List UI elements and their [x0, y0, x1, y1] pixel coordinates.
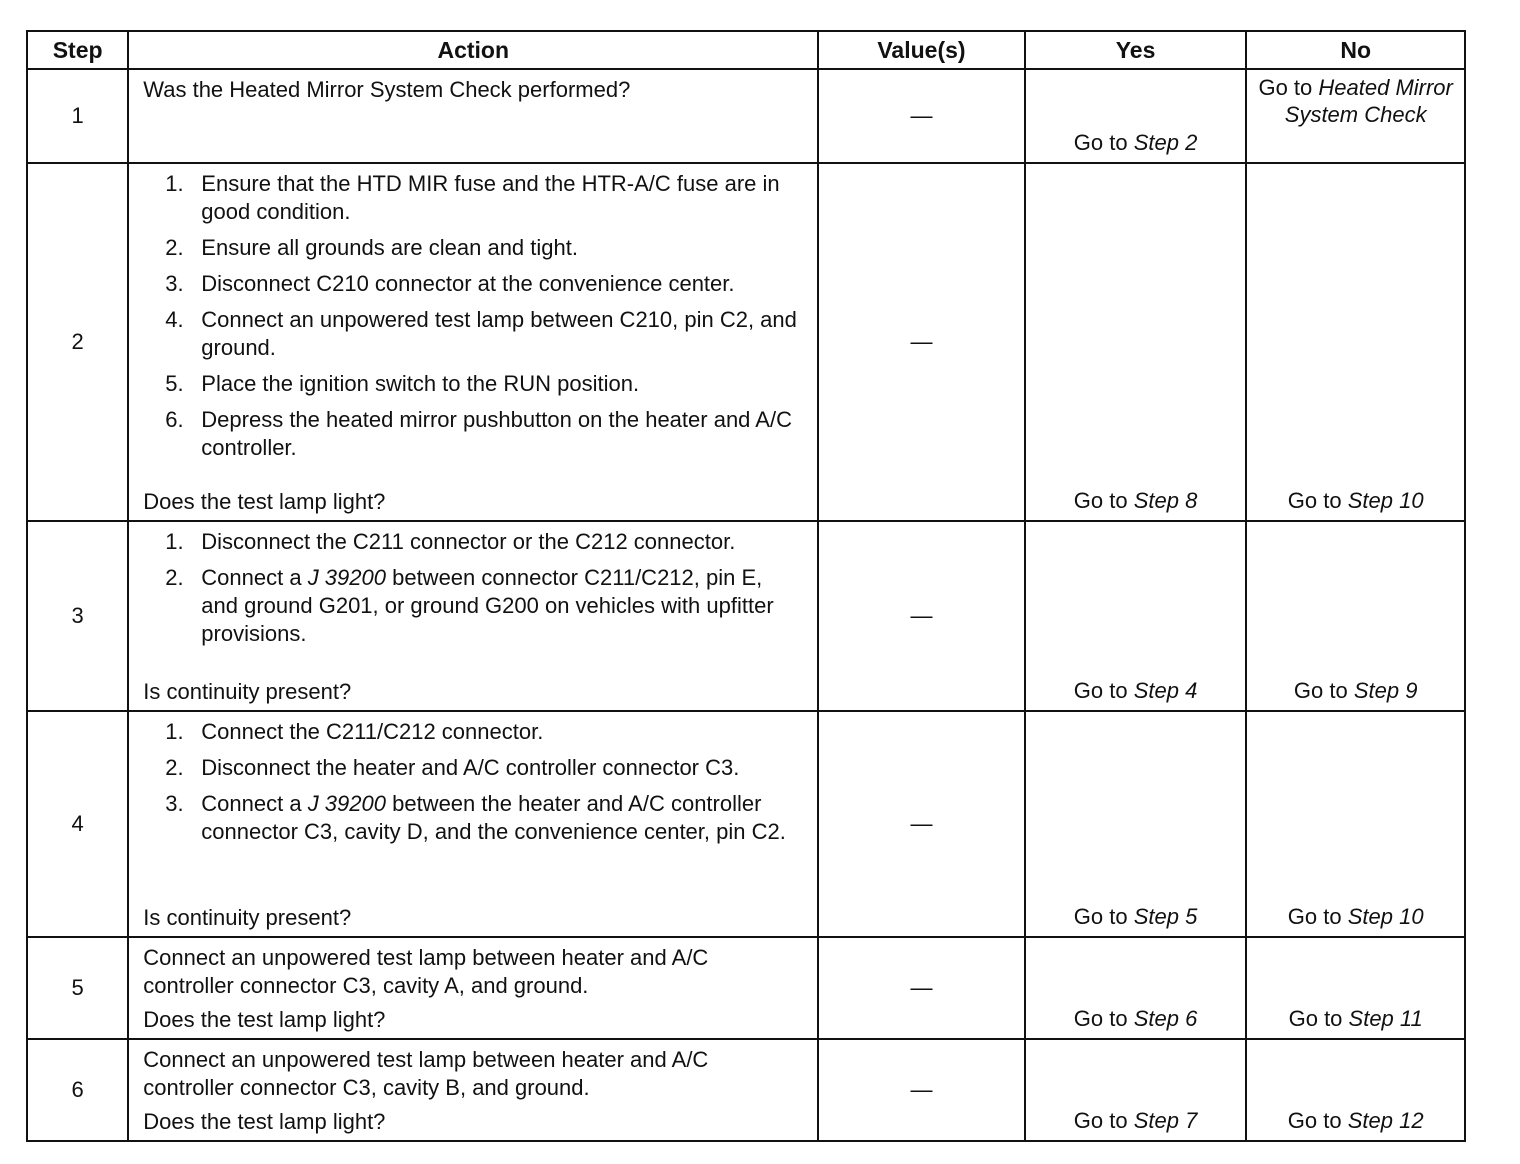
goto-prefix: Go to: [1287, 1108, 1348, 1133]
value-cell: —: [818, 937, 1025, 1039]
goto-prefix: Go to: [1287, 904, 1348, 929]
item-text: Place the ignition switch to the RUN position.: [201, 371, 640, 396]
item-number: 6.: [165, 407, 184, 432]
table-row: [27, 521, 1465, 711]
goto-target: Step 6: [1133, 1006, 1198, 1031]
item-text: Connect a: [201, 565, 308, 590]
table-row: [27, 1039, 1465, 1141]
item-number: 2.: [165, 755, 184, 780]
action-cell: [128, 521, 818, 711]
step-number: 2: [27, 163, 128, 521]
goto-target: Step 2: [1133, 130, 1198, 155]
item-text: Disconnect the heater and A/C controller connector C3.: [201, 755, 740, 780]
goto-prefix: Go to: [1258, 75, 1319, 100]
action-content: [143, 718, 803, 932]
procedure-item: [143, 270, 803, 298]
table-row: [27, 711, 1465, 937]
header-no: No: [1246, 31, 1465, 69]
tool-reference: J 39200: [307, 565, 386, 590]
value-cell: —: [818, 711, 1025, 937]
yes-cell: [1025, 521, 1247, 711]
action-body: [143, 944, 803, 1000]
action-question: Is continuity present?: [143, 905, 352, 930]
item-number: 3.: [165, 271, 184, 296]
goto-prefix: Go to: [1287, 488, 1348, 513]
goto-target: Step 7: [1133, 1108, 1198, 1133]
item-number: 1.: [165, 719, 184, 744]
goto-target: Step 10: [1347, 904, 1424, 929]
action-instruction: Connect an unpowered test lamp between heater and A/C controller connector C3, cavity A, and ground.: [143, 945, 709, 998]
item-text: Ensure all grounds are clean and tight.: [201, 235, 578, 260]
header-values: Value(s): [818, 31, 1025, 69]
action-content: [143, 528, 803, 706]
no-cell: [1246, 69, 1465, 163]
no-cell: [1246, 711, 1465, 937]
table-body: [27, 69, 1465, 1141]
header-action: Action: [128, 31, 818, 69]
yes-cell: [1025, 69, 1247, 163]
action-content: [143, 76, 803, 158]
header-step: Step: [27, 31, 128, 69]
action-question: Is continuity present?: [143, 679, 352, 704]
action-question: Does the test lamp light?: [143, 489, 386, 514]
goto-prefix: Go to: [1073, 130, 1134, 155]
procedure-item: [143, 718, 803, 746]
goto-target: Step 8: [1133, 488, 1198, 513]
table-row: [27, 937, 1465, 1039]
goto-prefix: Go to: [1073, 678, 1134, 703]
goto-target: Step 5: [1133, 904, 1198, 929]
yes-cell: [1025, 163, 1247, 521]
item-number: 2.: [165, 565, 184, 590]
action-cell: [128, 1039, 818, 1141]
value-cell: —: [818, 69, 1025, 163]
procedure-item: [143, 528, 803, 556]
step-number: 5: [27, 937, 128, 1039]
item-text: Disconnect C210 connector at the convenience center.: [201, 271, 735, 296]
goto-target: Step 4: [1133, 678, 1198, 703]
goto-prefix: Go to: [1293, 678, 1354, 703]
goto-prefix: Go to: [1288, 1006, 1349, 1031]
goto-prefix: Go to: [1073, 904, 1134, 929]
value-cell: —: [818, 163, 1025, 521]
action-question: Was the Heated Mirror System Check performed?: [143, 77, 631, 102]
item-text: Disconnect the C211 connector or the C212 connector.: [201, 529, 736, 554]
procedure-item: [143, 790, 803, 846]
procedure-item: [143, 170, 803, 226]
yes-cell: [1025, 937, 1247, 1039]
no-cell: [1246, 1039, 1465, 1141]
procedure-item: [143, 564, 803, 648]
item-number: 3.: [165, 791, 184, 816]
item-text: between the heater and A/C controller connector C3, cavity D, and the convenience center, pin C2.: [201, 791, 786, 844]
item-text: Connect an unpowered test lamp between C210, pin C2, and ground.: [201, 307, 797, 360]
no-cell: [1246, 163, 1465, 521]
procedure-item: [143, 370, 803, 398]
goto-target: Step 9: [1353, 678, 1418, 703]
action-question: Does the test lamp light?: [143, 1007, 386, 1032]
action-body: [143, 718, 803, 854]
action-instruction: Connect an unpowered test lamp between heater and A/C controller connector C3, cavity B, and ground.: [143, 1047, 709, 1100]
action-content: [143, 1046, 803, 1136]
table-row: [27, 69, 1465, 163]
step-number: 4: [27, 711, 128, 937]
diagnostic-table: [26, 30, 1466, 1142]
tool-reference: J 39200: [307, 791, 386, 816]
step-number: 6: [27, 1039, 128, 1141]
goto-prefix: Go to: [1073, 1108, 1134, 1133]
item-number: 1.: [165, 529, 184, 554]
procedure-item: [143, 406, 803, 462]
procedure-list: [143, 528, 803, 648]
goto-target: Step 10: [1347, 488, 1424, 513]
item-text: Ensure that the HTD MIR fuse and the HTR-A/C fuse are in good condition.: [201, 171, 780, 224]
action-question: Does the test lamp light?: [143, 1109, 386, 1134]
item-text: between connector C211/C212, pin E, and ground G201, or ground G200 on vehicles with upfitter provisions.: [201, 565, 774, 646]
yes-cell: [1025, 1039, 1247, 1141]
no-cell: [1246, 521, 1465, 711]
action-cell: [128, 69, 818, 163]
procedure-item: [143, 754, 803, 782]
item-text: Connect a: [201, 791, 308, 816]
procedure-item: [143, 306, 803, 362]
procedure-list: [143, 718, 803, 846]
item-number: 5.: [165, 371, 184, 396]
action-body: [143, 170, 803, 470]
goto-target: Heated Mirror System Check: [1284, 75, 1453, 127]
yes-cell: [1025, 711, 1247, 937]
value-cell: —: [818, 521, 1025, 711]
item-number: 2.: [165, 235, 184, 260]
procedure-item: [143, 234, 803, 262]
item-number: 1.: [165, 171, 184, 196]
header-row: [27, 31, 1465, 69]
action-cell: [128, 937, 818, 1039]
no-cell: [1246, 937, 1465, 1039]
goto-target: Step 12: [1347, 1108, 1424, 1133]
action-cell: [128, 711, 818, 937]
item-text: Connect the C211/C212 connector.: [201, 719, 544, 744]
action-content: [143, 944, 803, 1034]
value-cell: —: [818, 1039, 1025, 1141]
step-number: 1: [27, 69, 128, 163]
action-body: [143, 528, 803, 656]
table-row: [27, 163, 1465, 521]
action-cell: [128, 163, 818, 521]
item-text: Depress the heated mirror pushbutton on the heater and A/C controller.: [201, 407, 792, 460]
action-content: [143, 170, 803, 516]
procedure-list: [143, 170, 803, 462]
goto-prefix: Go to: [1073, 488, 1134, 513]
goto-prefix: Go to: [1073, 1006, 1134, 1031]
action-body: [143, 1046, 803, 1102]
item-number: 4.: [165, 307, 184, 332]
goto-target: Step 11: [1348, 1006, 1423, 1031]
header-yes: Yes: [1025, 31, 1247, 69]
step-number: 3: [27, 521, 128, 711]
